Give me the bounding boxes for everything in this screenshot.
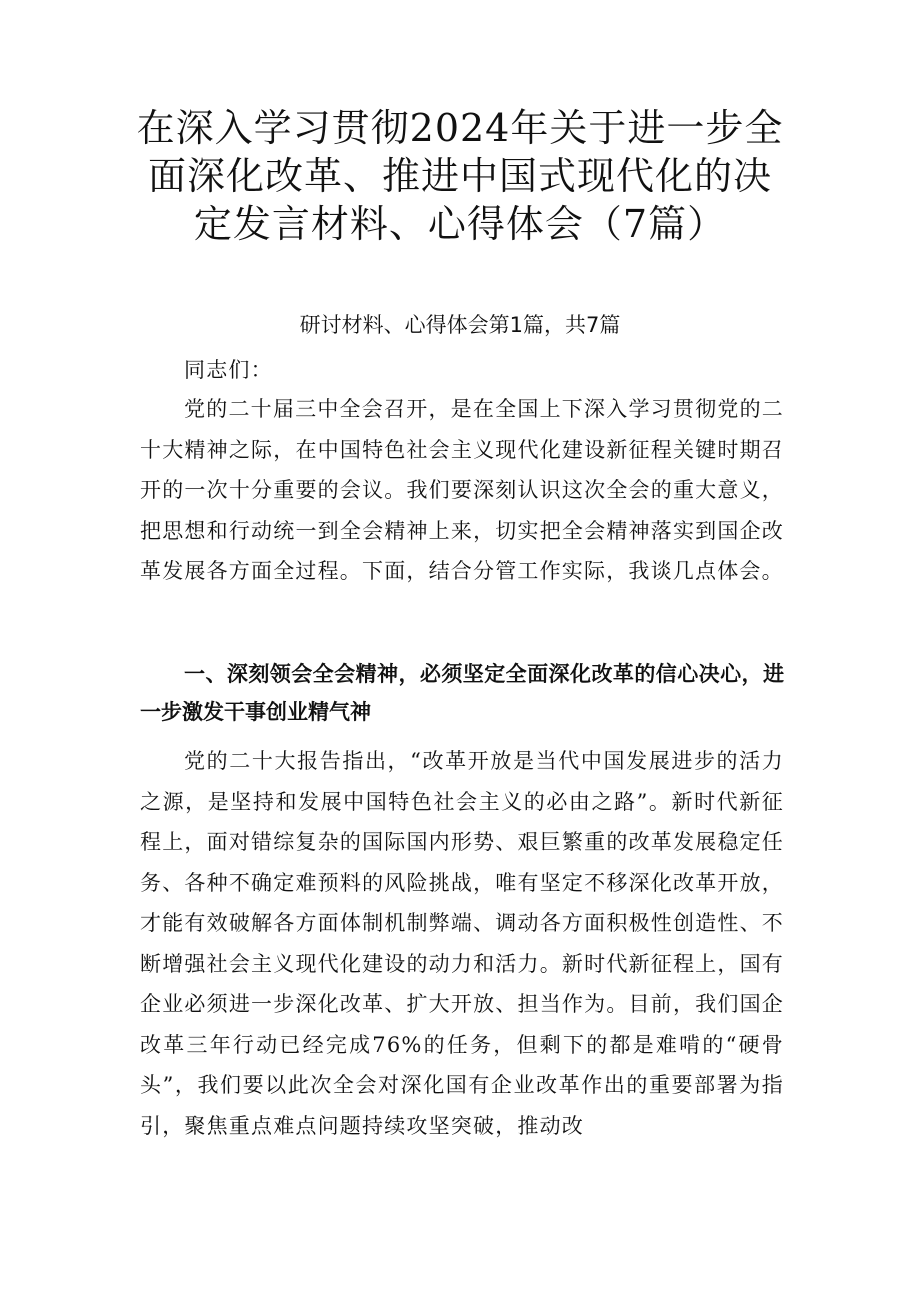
section-heading: 一、深刻领会全会精神，必须坚定全面深化改革的信心决心，进一步激发干事创业精气神: [140, 662, 784, 724]
paragraph-reform: 党的二十大报告指出，“改革开放是当代中国发展进步的活力之源，是坚持和发展中国特色社会主义的必由之路”。新时代新征程上，面对错综复杂的国际国内形势、艰巨繁重的改革发展稳定任务、各种不确定难预料的风险挑战，唯有坚定不移深化改革开放，才能有效破解各方面体制机制弊端、调动各方面积极性创造性、不断增强社会主义现代化建设的动力和活力。新时代新征程上，国有企业必须进一步深化改革、扩大开放、担当作为。目前，我们国企改革三年行动已经完成76%的任务，但剩下的都是难啃的“硬骨头”，我们要以此次全会对深化国有企业改革作出的重要部署为指引，聚焦重点难点问题持续攻坚突破，推动改: [140, 749, 784, 1138]
paragraph-intro: 党的二十届三中全会召开，是在全国上下深入学习贯彻党的二十大精神之际，在中国特色社会主义现代化建设新征程关键时期召开的一次十分重要的会议。我们要深刻认识这次全会的重大意义，把思想和行动统一到全会精神上来，切实把全会精神落实到国企改革发展各方面全过程。下面，结合分管工作实际，我谈几点体会。: [140, 397, 784, 583]
document-title: 在深入学习贯彻2024年关于进一步全面深化改革、推进中国式现代化的决定发言材料、心得体会（7篇）: [136, 106, 784, 246]
article-subtitle: 研讨材料、心得体会第1篇，共7篇: [299, 313, 621, 337]
greeting: 同志们：: [184, 358, 273, 382]
